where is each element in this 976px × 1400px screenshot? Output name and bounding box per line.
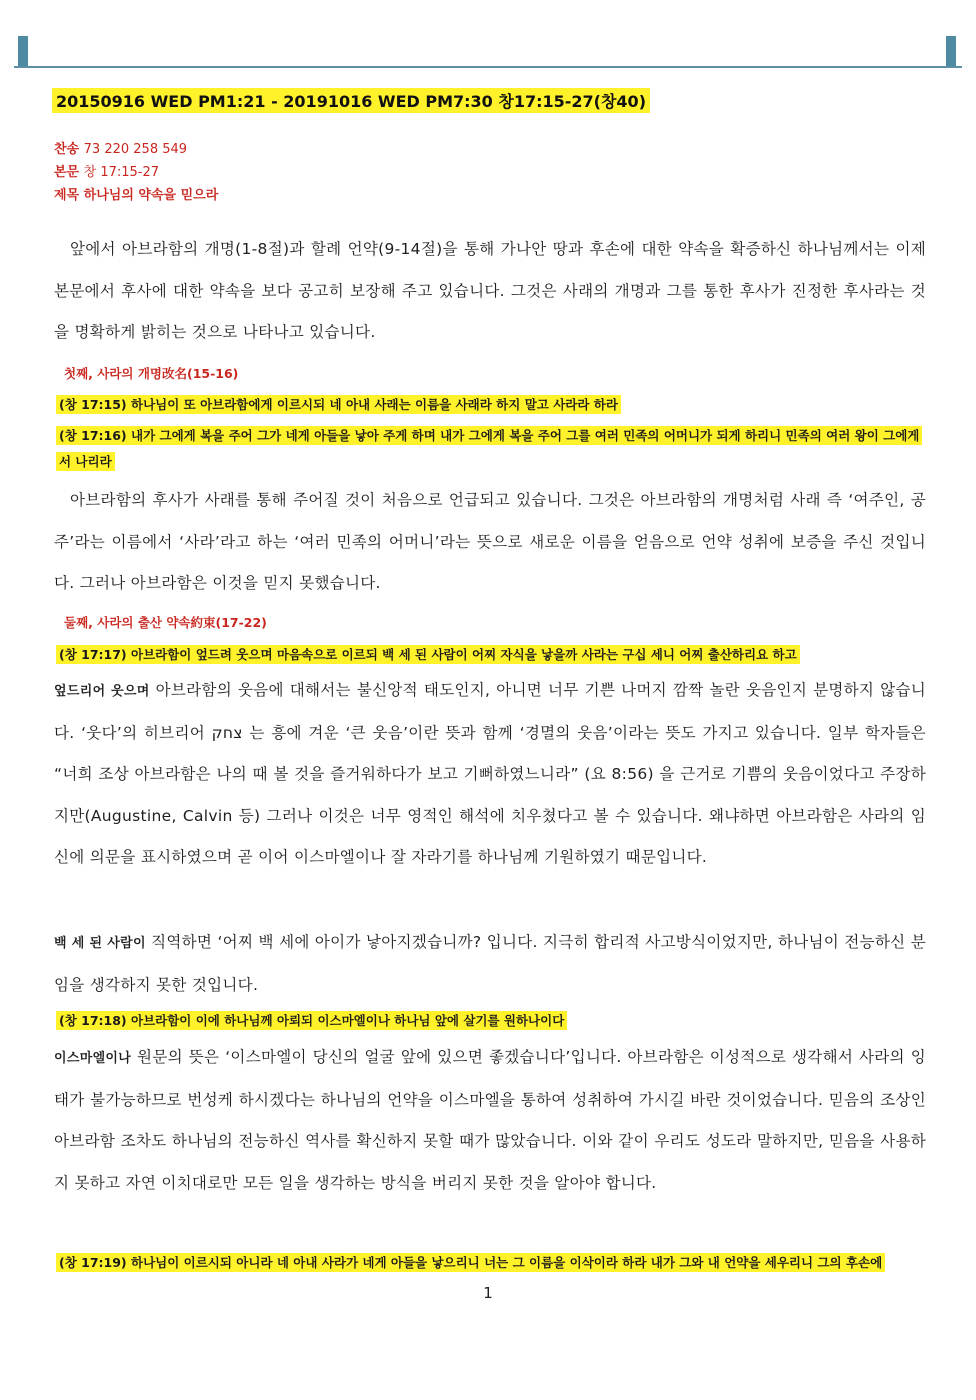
section2-paragraph-3 [54,1037,926,1204]
verse-text: (창 17:18) 아브라함이 이에 하나님께 아뢰되 이스마엘이나 하나님 앞에 살기를 원하나이다 [56,1011,567,1030]
paragraph-lead: 백 세 된 사람이 [54,936,146,951]
section2-heading: 둘째, 사라의 출산 약속約束(17-22) [64,615,267,630]
paragraph-lead: 엎드리어 웃으며 [54,684,150,699]
verse-17-15 [56,392,924,418]
section1-heading: 첫째, 사라의 개명改名(15-16) [64,366,239,381]
paragraph-body: 원문의 뜻은 ‘이스마엘이 당신의 얼굴 앞에 있으면 좋겠습니다’입니다. 아브라함은 이성적으로 생각해서 사라의 잉태가 불가능하므로 번성케 하시겠다는 하나님의 언약을 이스마엘을 통하여 성취하여 가시길 바란 것이었습니다. 믿음의 조상인 아브라함 조차도 하나님의 전능하신 역사를 확신하지 못할 때가 많았습니다. 이와 같이 우리도 성도라 말하지만, 믿음을 사용하지 못하고 자연 이치대로만 모든 일을 생각하는 방식을 버리지 못한 것을 알아야 합니다. [54,1048,926,1192]
verse-text: (창 17:15) 하나님이 또 아브라함에게 이르시되 네 아내 사래는 이름을 사래라 하지 말고 사라라 하라 [56,395,621,414]
subject-value: 하나님의 약속을 믿으라 [83,188,219,203]
paragraph-body: 직역하면 ‘어찌 백 세에 아이가 낳아지겠습니까? 입니다. 지극히 합리적 사고방식이었지만, 하나님이 전능하신 분임을 생각하지 못한 것입니다. [54,933,926,994]
left-margin-mark [18,36,28,68]
page-title: 20150916 WED PM1:21 - 20191016 WED PM7:30 창17:15-27(창40) [52,88,650,113]
right-margin-mark [946,36,956,68]
text-line [54,161,159,180]
hymn-value: 73 220 258 549 [83,142,188,157]
text-value: 창 17:15-27 [83,165,160,180]
section2-paragraph-2 [54,922,926,1006]
verse-text: (창 17:16) 내가 그에게 복을 주어 그가 네게 아들을 낳아 주게 하며 내가 그에게 복을 주어 그를 여러 민족의 어머니가 되게 하리니 민족의 여러 왕이 그에게서 나리라 [56,426,922,471]
verse-17-18 [56,1008,924,1034]
section2-paragraph-1 [54,670,926,879]
text-label: 본문 [54,165,80,180]
verse-text: (창 17:19) 하나님이 이르시되 아니라 네 아내 사라가 네게 아들을 낳으리니 너는 그 이름을 이삭이라 하라 내가 그와 내 언약을 세우리니 그의 후손에 [56,1253,885,1272]
section1-paragraph: 아브라함의 후사가 사래를 통해 주어질 것이 처음으로 언급되고 있습니다. 그것은 아브라함의 개명처럼 사래 즉 ‘여주인, 공주’라는 이름에서 ‘사라’라고 하는 ‘여러 민족의 어머니’라는 뜻으로 새로운 이름을 얻음으로 언약 성취에 보증을 주신 것입니다. 그러나 아브라함은 이것을 믿지 못했습니다. [54,491,926,592]
hymn-label: 찬송 [54,142,80,157]
paragraph-lead: 이스마엘이나 [54,1051,132,1066]
paragraph-body: 아브라함의 웃음에 대해서는 불신앙적 태도인지, 아니면 너무 기쁜 나머지 깜짝 놀란 웃음인지 분명하지 않습니다. ‘웃다’의 히브리어 צחק 는 흥에 겨운 ‘큰 웃음’이란 뜻과 함께 ‘경멸의 웃음’이라는 뜻도 가지고 있습니다. 일부 학자들은 “너희 조상 아브라함은 나의 때 볼 것을 즐거워하다가 보고 기뻐하였느니라” (요 8:56) 을 근거로 기쁨의 웃음이었다고 주장하지만(Augustine, Calvin 등) 그러나 이것은 너무 영적인 해석에 치우쳤다고 볼 수 있습니다. 왜냐하면 아브라함은 사라의 임신에 의문을 표시하였으며 곧 이어 이스마엘이나 잘 자라기를 하나님께 기원하였기 때문입니다. [54,681,927,866]
verse-17-16 [56,423,924,475]
verse-17-17 [56,642,924,668]
header-rule [14,66,962,68]
subject-label: 제목 [54,188,80,203]
page-number: 1 [483,1284,493,1302]
verse-17-19 [56,1250,924,1276]
hymn-line [54,138,187,157]
subject-line [54,184,218,203]
verse-text: (창 17:17) 아브라함이 엎드려 웃으며 마음속으로 이르되 백 세 된 사람이 어찌 자식을 낳을까 사라는 구십 세니 어찌 출산하리요 하고 [56,645,800,664]
intro-paragraph: 앞에서 아브라함의 개명(1-8절)과 할례 언약(9-14절)을 통해 가나안 땅과 후손에 대한 약속을 확증하신 하나님께서는 이제 본문에서 후사에 대한 약속을 보다 공고히 보장해 주고 있습니다. 그것은 사래의 개명과 그를 통한 후사가 진정한 후사라는 것을 명확하게 밝히는 것으로 나타나고 있습니다. [54,240,926,341]
